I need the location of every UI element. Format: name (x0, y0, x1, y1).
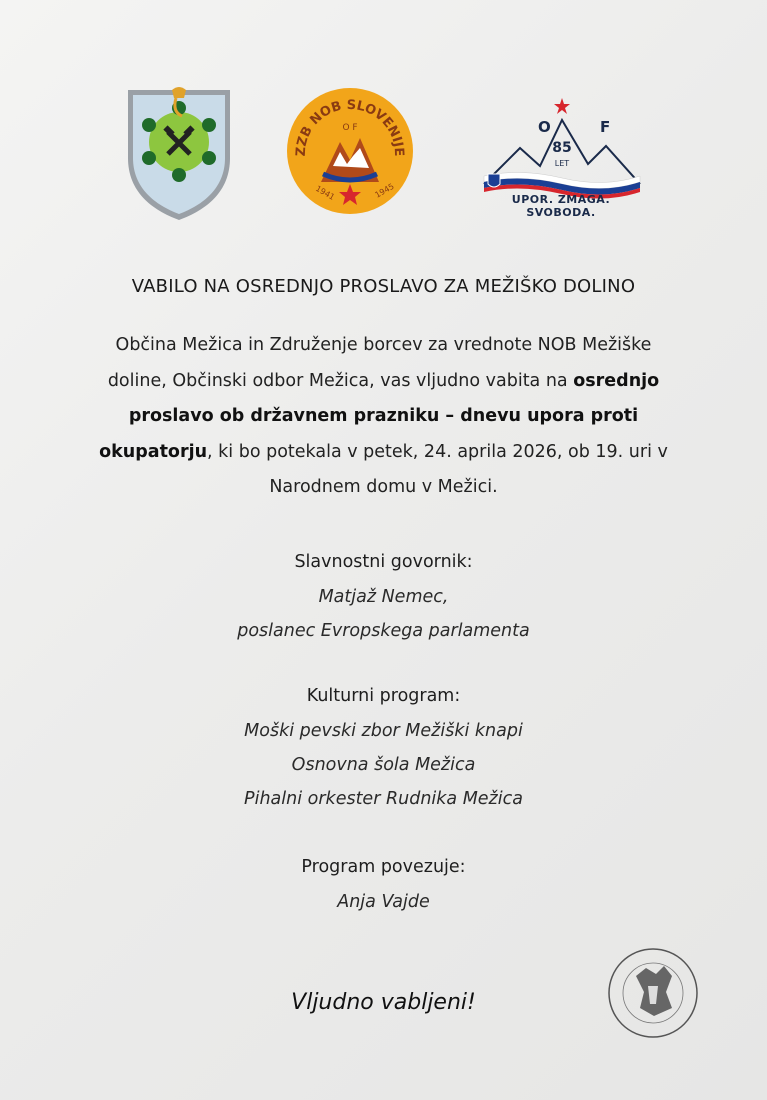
svg-text:LET: LET (554, 159, 570, 168)
intro-line-2-bold: osrednjo (573, 370, 660, 391)
speaker-name: Matjaž Nemec, (318, 587, 449, 607)
cultural-item: Pihalni orkester Rudnika Mežica (244, 789, 523, 809)
svg-text:1945: 1945 (373, 181, 396, 200)
svg-text:O F: O F (538, 118, 633, 136)
svg-text:85: 85 (552, 140, 572, 156)
intro-line-2: doline, Občinski odbor Mežica, vas vljudno vabita na (107, 370, 574, 391)
intro-line-1: Občina Mežica in Združenje borcev za vrednote NOB Mežiške (115, 335, 652, 355)
of-motto-text: UPOR. ZMAGA. SVOBODA. (511, 193, 611, 219)
mezica-crest-logo (122, 80, 236, 224)
zzb-nob-slovenije-logo (285, 86, 415, 216)
organization-stamp-seal (606, 946, 700, 1040)
speaker-role: poslanec Evropskega parlamenta (237, 621, 530, 641)
intro-line-4: , ki bo potekala v petek, 24. aprila 2026, ob 19. uri v (207, 441, 668, 462)
intro-line-3-bold: proslavo ob državnem prazniku – dnevu upora proti (128, 406, 639, 426)
cultural-program-label: Kulturni program: (306, 686, 461, 706)
host-label: Program povezuje: (301, 857, 466, 877)
svg-text:O F: O F (342, 123, 358, 133)
intro-line-4-bold: okupatorju (99, 441, 208, 462)
invitation-title: VABILO NA OSREDNJO PROSLAVO ZA MEŽIŠKO DOLINO (131, 276, 636, 297)
speaker-label: Slavnostni govornik: (294, 552, 473, 572)
host-name: Anja Vajde (337, 892, 430, 912)
cultural-item: Moški pevski zbor Mežiški knapi (244, 721, 523, 741)
svg-text:ZZB NOB SLOVENIJE: ZZB NOB SLOVENIJE (293, 97, 407, 157)
intro-line-5: Narodnem domu v Mežici. (269, 477, 498, 497)
closing-text: Vljudno vabljeni! (291, 990, 476, 1015)
svg-text:1941: 1941 (314, 183, 337, 202)
cultural-item: Osnovna šola Mežica (291, 755, 476, 775)
intro-paragraph (60, 328, 707, 506)
